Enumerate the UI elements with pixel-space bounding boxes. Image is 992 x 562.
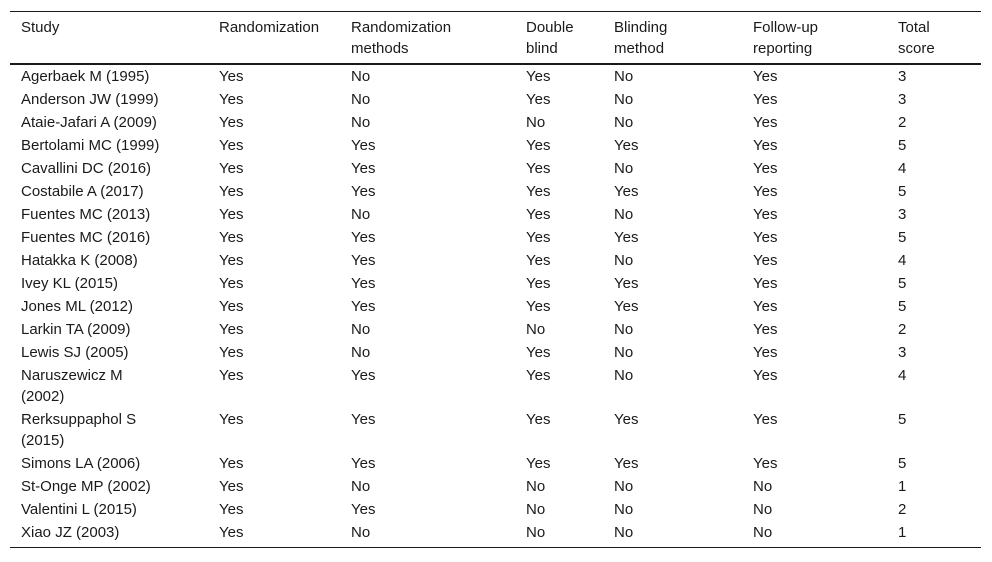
cell-double-blind: Yes (526, 275, 551, 292)
table-row (10, 66, 981, 87)
column-header-line: Randomization (219, 19, 320, 36)
study-name-line: Ataie-Jafari A (2009) (21, 114, 157, 131)
cell-follow-up-reporting: No (753, 524, 773, 541)
study-name-line: Larkin TA (2009) (21, 321, 131, 338)
cell-study (10, 409, 208, 451)
cell-blinding-method: Yes (614, 137, 639, 154)
cell-blinding-method: No (614, 501, 634, 518)
table-row (10, 89, 981, 110)
cell-randomization-methods: Yes (351, 137, 376, 154)
cell-randomization: Yes (219, 524, 244, 541)
cell-study (10, 499, 208, 520)
cell-total-score: 5 (898, 137, 907, 154)
cell-study (10, 453, 208, 474)
cell-blinding-method: Yes (614, 455, 639, 472)
column-header-line: Blinding (614, 19, 668, 36)
cell-randomization: Yes (219, 137, 244, 154)
column-header-line: Double (526, 19, 574, 36)
cell-blinding-method: No (614, 206, 634, 223)
column-header-line: Follow-up (753, 19, 819, 36)
cell-double-blind: Yes (526, 68, 551, 85)
table-body (10, 65, 981, 547)
cell-blinding-method: No (614, 160, 634, 177)
cell-blinding-method: No (614, 91, 634, 108)
column-header-study (10, 17, 208, 38)
cell-study (10, 112, 208, 133)
cell-blinding-method: No (614, 367, 634, 384)
table-row (10, 181, 981, 202)
column-header-line: reporting (753, 40, 813, 57)
cell-double-blind: Yes (526, 160, 551, 177)
study-name-line: Jones ML (2012) (21, 298, 134, 315)
cell-follow-up-reporting: Yes (753, 68, 778, 85)
cell-total-score: 2 (898, 321, 907, 338)
cell-total-score: 4 (898, 367, 907, 384)
cell-randomization: Yes (219, 275, 244, 292)
cell-study (10, 273, 208, 294)
cell-blinding-method: Yes (614, 229, 639, 246)
cell-double-blind: Yes (526, 455, 551, 472)
cell-study (10, 476, 208, 497)
cell-randomization-methods: Yes (351, 501, 376, 518)
column-header-double-blind (515, 17, 603, 59)
cell-follow-up-reporting: Yes (753, 344, 778, 361)
cell-blinding-method: Yes (614, 298, 639, 315)
cell-total-score: 3 (898, 68, 907, 85)
study-name-line: Lewis SJ (2005) (21, 344, 129, 361)
cell-follow-up-reporting: Yes (753, 160, 778, 177)
cell-double-blind: Yes (526, 367, 551, 384)
cell-randomization-methods: No (351, 91, 371, 108)
cell-study (10, 342, 208, 363)
table-row (10, 476, 981, 497)
cell-double-blind: Yes (526, 137, 551, 154)
column-header-randomization-methods (340, 17, 515, 59)
cell-study (10, 89, 208, 110)
table-row (10, 250, 981, 271)
column-header-randomization (208, 17, 340, 38)
cell-study (10, 250, 208, 271)
cell-total-score: 2 (898, 501, 907, 518)
cell-blinding-method: Yes (614, 275, 639, 292)
cell-randomization: Yes (219, 298, 244, 315)
cell-study (10, 365, 208, 407)
quality-assessment-table (10, 11, 981, 548)
cell-randomization-methods: Yes (351, 229, 376, 246)
table-row (10, 158, 981, 179)
cell-follow-up-reporting: Yes (753, 114, 778, 131)
study-name-line: Fuentes MC (2013) (21, 206, 151, 223)
cell-total-score: 5 (898, 183, 907, 200)
cell-randomization: Yes (219, 501, 244, 518)
cell-blinding-method: No (614, 321, 634, 338)
cell-randomization: Yes (219, 478, 244, 495)
study-name-line: (2002) (21, 388, 65, 405)
cell-study (10, 135, 208, 156)
cell-randomization: Yes (219, 252, 244, 269)
study-name-line: Valentini L (2015) (21, 501, 137, 518)
table-row (10, 522, 981, 543)
cell-randomization-methods: Yes (351, 367, 376, 384)
study-name-line: Xiao JZ (2003) (21, 524, 120, 541)
cell-study (10, 181, 208, 202)
cell-follow-up-reporting: Yes (753, 321, 778, 338)
cell-randomization: Yes (219, 411, 244, 428)
cell-total-score: 3 (898, 344, 907, 361)
cell-randomization: Yes (219, 114, 244, 131)
cell-blinding-method: No (614, 252, 634, 269)
cell-randomization-methods: No (351, 478, 371, 495)
cell-double-blind: No (526, 114, 546, 131)
table-row (10, 135, 981, 156)
cell-double-blind: Yes (526, 252, 551, 269)
cell-total-score: 5 (898, 275, 907, 292)
cell-double-blind: Yes (526, 411, 551, 428)
study-name-line: Anderson JW (1999) (21, 91, 159, 108)
cell-randomization-methods: Yes (351, 275, 376, 292)
cell-randomization-methods: No (351, 68, 371, 85)
cell-randomization: Yes (219, 68, 244, 85)
column-header-follow-up-reporting (742, 17, 887, 59)
cell-double-blind: Yes (526, 298, 551, 315)
cell-follow-up-reporting: Yes (753, 367, 778, 384)
column-header-line: score (898, 40, 935, 57)
column-header-blinding-method (603, 17, 742, 59)
cell-total-score: 4 (898, 160, 907, 177)
cell-blinding-method: No (614, 114, 634, 131)
cell-randomization-methods: Yes (351, 411, 376, 428)
table-row (10, 409, 981, 451)
study-name-line: St-Onge MP (2002) (21, 478, 151, 495)
cell-randomization: Yes (219, 183, 244, 200)
cell-total-score: 1 (898, 478, 907, 495)
cell-study (10, 158, 208, 179)
column-header-total-score (887, 17, 981, 59)
cell-randomization-methods: Yes (351, 160, 376, 177)
cell-total-score: 1 (898, 524, 907, 541)
cell-study (10, 522, 208, 543)
cell-double-blind: Yes (526, 183, 551, 200)
study-name-line: Bertolami MC (1999) (21, 137, 160, 154)
cell-blinding-method: No (614, 344, 634, 361)
cell-total-score: 3 (898, 206, 907, 223)
cell-double-blind: Yes (526, 229, 551, 246)
column-header-line: blind (526, 40, 558, 57)
cell-randomization-methods: No (351, 321, 371, 338)
cell-follow-up-reporting: Yes (753, 298, 778, 315)
cell-randomization: Yes (219, 367, 244, 384)
cell-randomization: Yes (219, 229, 244, 246)
cell-follow-up-reporting: Yes (753, 275, 778, 292)
column-header-line: methods (351, 40, 409, 57)
cell-study (10, 319, 208, 340)
cell-double-blind: Yes (526, 91, 551, 108)
cell-blinding-method: No (614, 524, 634, 541)
cell-total-score: 5 (898, 455, 907, 472)
table-row (10, 365, 981, 407)
cell-blinding-method: Yes (614, 411, 639, 428)
study-name-line: (2015) (21, 432, 65, 449)
cell-total-score: 2 (898, 114, 907, 131)
cell-double-blind: No (526, 501, 546, 518)
cell-follow-up-reporting: Yes (753, 229, 778, 246)
cell-randomization-methods: Yes (351, 455, 376, 472)
table-row (10, 227, 981, 248)
cell-follow-up-reporting: Yes (753, 252, 778, 269)
cell-randomization-methods: Yes (351, 183, 376, 200)
cell-double-blind: No (526, 321, 546, 338)
cell-randomization-methods: Yes (351, 252, 376, 269)
cell-total-score: 5 (898, 411, 907, 428)
table-row (10, 453, 981, 474)
study-name-line: Naruszewicz M (21, 367, 123, 384)
table-row (10, 204, 981, 225)
study-name-line: Hatakka K (2008) (21, 252, 138, 269)
cell-follow-up-reporting: Yes (753, 411, 778, 428)
cell-double-blind: Yes (526, 206, 551, 223)
cell-randomization: Yes (219, 160, 244, 177)
table-bottom-rule (10, 547, 981, 548)
column-header-line: Total (898, 19, 930, 36)
cell-total-score: 5 (898, 298, 907, 315)
cell-follow-up-reporting: Yes (753, 206, 778, 223)
cell-study (10, 296, 208, 317)
cell-blinding-method: No (614, 68, 634, 85)
cell-randomization: Yes (219, 455, 244, 472)
cell-follow-up-reporting: Yes (753, 183, 778, 200)
table-row (10, 273, 981, 294)
study-name-line: Rerksuppaphol S (21, 411, 137, 428)
cell-blinding-method: Yes (614, 183, 639, 200)
cell-follow-up-reporting: Yes (753, 455, 778, 472)
cell-study (10, 66, 208, 87)
table-row (10, 112, 981, 133)
cell-study (10, 204, 208, 225)
cell-randomization-methods: No (351, 114, 371, 131)
cell-double-blind: No (526, 524, 546, 541)
study-name-line: Ivey KL (2015) (21, 275, 118, 292)
table-row (10, 342, 981, 363)
cell-randomization-methods: No (351, 344, 371, 361)
study-name-line: Costabile A (2017) (21, 183, 144, 200)
cell-total-score: 3 (898, 91, 907, 108)
cell-randomization-methods: Yes (351, 298, 376, 315)
table-row (10, 499, 981, 520)
cell-randomization: Yes (219, 344, 244, 361)
cell-randomization: Yes (219, 206, 244, 223)
table-row (10, 319, 981, 340)
column-header-line: method (614, 40, 665, 57)
study-name-line: Agerbaek M (1995) (21, 68, 150, 85)
cell-total-score: 4 (898, 252, 907, 269)
study-name-line: Cavallini DC (2016) (21, 160, 152, 177)
cell-blinding-method: No (614, 478, 634, 495)
cell-follow-up-reporting: Yes (753, 91, 778, 108)
table-header-row (10, 12, 981, 63)
column-header-line: Study (21, 19, 60, 36)
cell-randomization: Yes (219, 91, 244, 108)
cell-total-score: 5 (898, 229, 907, 246)
cell-double-blind: No (526, 478, 546, 495)
cell-randomization-methods: No (351, 206, 371, 223)
cell-follow-up-reporting: Yes (753, 137, 778, 154)
study-name-line: Simons LA (2006) (21, 455, 141, 472)
table-row (10, 296, 981, 317)
cell-follow-up-reporting: No (753, 501, 773, 518)
cell-double-blind: Yes (526, 344, 551, 361)
cell-follow-up-reporting: No (753, 478, 773, 495)
study-name-line: Fuentes MC (2016) (21, 229, 151, 246)
cell-study (10, 227, 208, 248)
cell-randomization: Yes (219, 321, 244, 338)
column-header-line: Randomization (351, 19, 452, 36)
cell-randomization-methods: No (351, 524, 371, 541)
